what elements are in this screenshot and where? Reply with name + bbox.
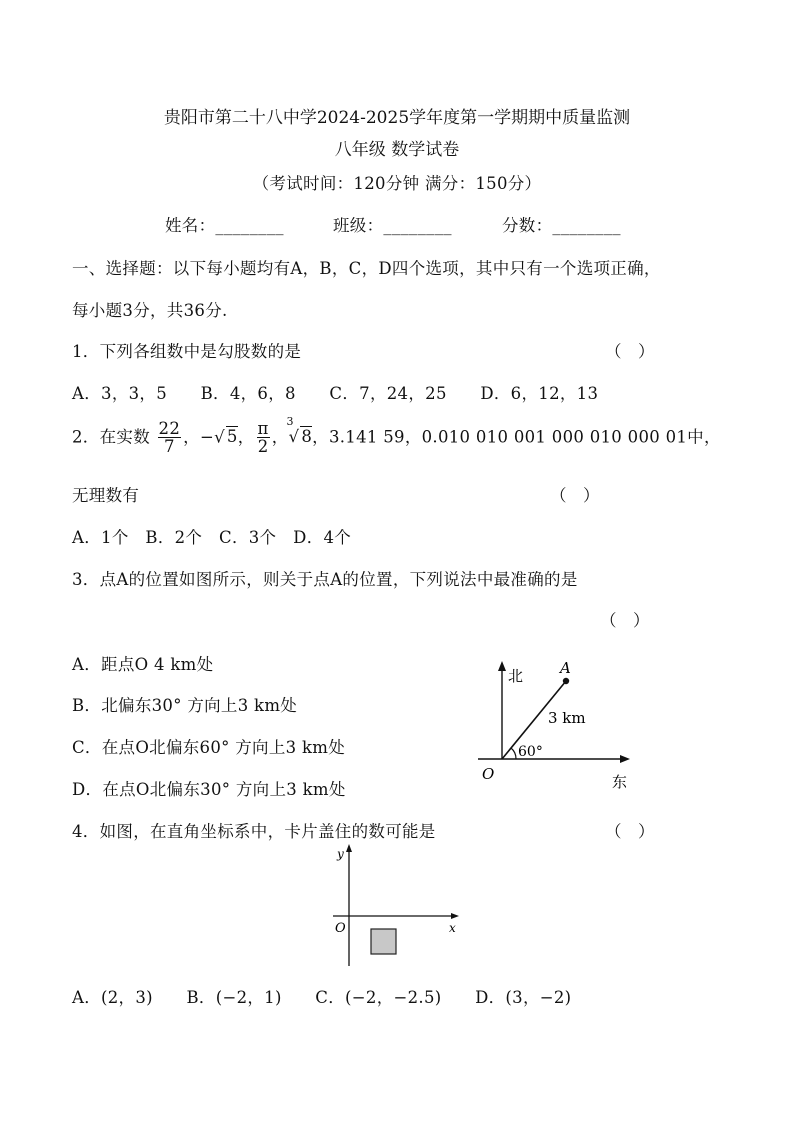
- point-a-label: A: [560, 659, 571, 677]
- score-blank: ________: [552, 216, 621, 235]
- origin-label: O: [482, 765, 495, 783]
- q1-options: A．3，3，5 B．4，6，8 C．7，24，25 D．6，12，13: [72, 384, 599, 403]
- q2-stem-line1: [72, 415, 721, 457]
- q2-frac1-denominator: 7: [163, 437, 175, 457]
- q1-answer-paren: （ ）: [605, 342, 655, 361]
- class-field: [333, 212, 452, 236]
- q2-fraction-22-7: [158, 420, 182, 456]
- point-a: [563, 678, 569, 684]
- q3-stem: 3．点A的位置如图所示，则关于点A的位置，下列说法中最准确的是: [72, 570, 578, 589]
- q2-options: A．1个 B．2个 C．3个 D．4个: [72, 528, 352, 547]
- q4-answer-paren: （ ）: [605, 822, 655, 841]
- class-label: 班级：: [333, 216, 384, 235]
- q4-options: A．(2，3) B．(−2，1) C．(−2，−2.5) D．(3，−2): [72, 988, 572, 1007]
- q2-stem-line2: 无理数有: [72, 486, 140, 505]
- q2-frac2-numerator: π: [257, 419, 269, 438]
- north-label: 北: [508, 667, 524, 685]
- score-label: 分数：: [502, 216, 553, 235]
- q2-cbrt-index: 3: [286, 415, 294, 429]
- q3-option-d: D．在点O北偏东30° 方向上3 km处: [72, 780, 346, 799]
- north-arrow-icon: [498, 661, 506, 671]
- x-axis-arrow-icon: [451, 913, 459, 919]
- q3-option-a: A．距点O 4 km处: [72, 655, 214, 674]
- q3-answer-paren: （ ）: [600, 611, 650, 630]
- q1-stem: 1．下列各组数中是勾股数的是: [72, 342, 302, 361]
- score-field: [502, 212, 621, 236]
- q2-cbrt-sign: √: [288, 427, 300, 447]
- q2-sqrt-radicand: 5: [226, 427, 238, 447]
- section1-intro-line2: 每小题3分，共36分.: [72, 301, 228, 320]
- q4-coordinate-figure: [325, 840, 470, 972]
- q2-answer-paren: （ ）: [550, 486, 600, 505]
- q2-comma-1: ，: [237, 427, 255, 447]
- q4-stem: 4．如图，在直角坐标系中，卡片盖住的数可能是: [72, 822, 436, 841]
- east-label: 东: [612, 773, 628, 791]
- angle-arc: [511, 748, 516, 759]
- q3-option-b: B．北偏东30° 方向上3 km处: [72, 696, 298, 715]
- q2-stem-suffix: ，3.141 59，0.010 010 001 000 010 000 01中，: [312, 427, 721, 447]
- origin-label: O: [335, 921, 346, 936]
- hidden-card: [371, 929, 396, 954]
- q2-cube-root: [286, 415, 313, 447]
- east-arrow-icon: [620, 755, 630, 763]
- name-label: 姓名：: [165, 216, 216, 235]
- section1-intro-line1: 一、选择题：以下每小题均有A，B，C，D四个选项，其中只有一个选项正确，: [72, 259, 661, 278]
- q2-frac1-numerator: 22: [158, 419, 181, 438]
- x-axis-label: x: [449, 921, 456, 935]
- q2-comma-2: ，: [271, 427, 289, 447]
- name-blank: ________: [215, 216, 284, 235]
- q2-neg-sqrt-sign: ，−√: [183, 427, 225, 447]
- exam-title: 贵阳市第二十八中学2024-2025学年度第一学期期中质量监测: [163, 108, 631, 128]
- q2-frac2-denominator: 2: [257, 437, 269, 457]
- q2-cbrt-radicand: 8: [301, 427, 313, 447]
- y-axis-label: y: [337, 847, 344, 861]
- q2-stem-prefix: 2．在实数: [72, 427, 150, 447]
- q3-option-c: C．在点O北偏东60° 方向上3 km处: [72, 738, 346, 757]
- y-axis-arrow-icon: [346, 844, 352, 852]
- name-field: [165, 212, 284, 236]
- exam-info: （考试时间：120分钟 满分：150分）: [252, 174, 542, 193]
- q2-fraction-pi-2: [257, 420, 270, 456]
- distance-label: 3 km: [548, 709, 586, 727]
- exam-subtitle: 八年级 数学试卷: [334, 140, 460, 160]
- angle-label: 60°: [518, 744, 543, 760]
- q3-direction-figure: [470, 655, 640, 795]
- class-blank: ________: [383, 216, 452, 235]
